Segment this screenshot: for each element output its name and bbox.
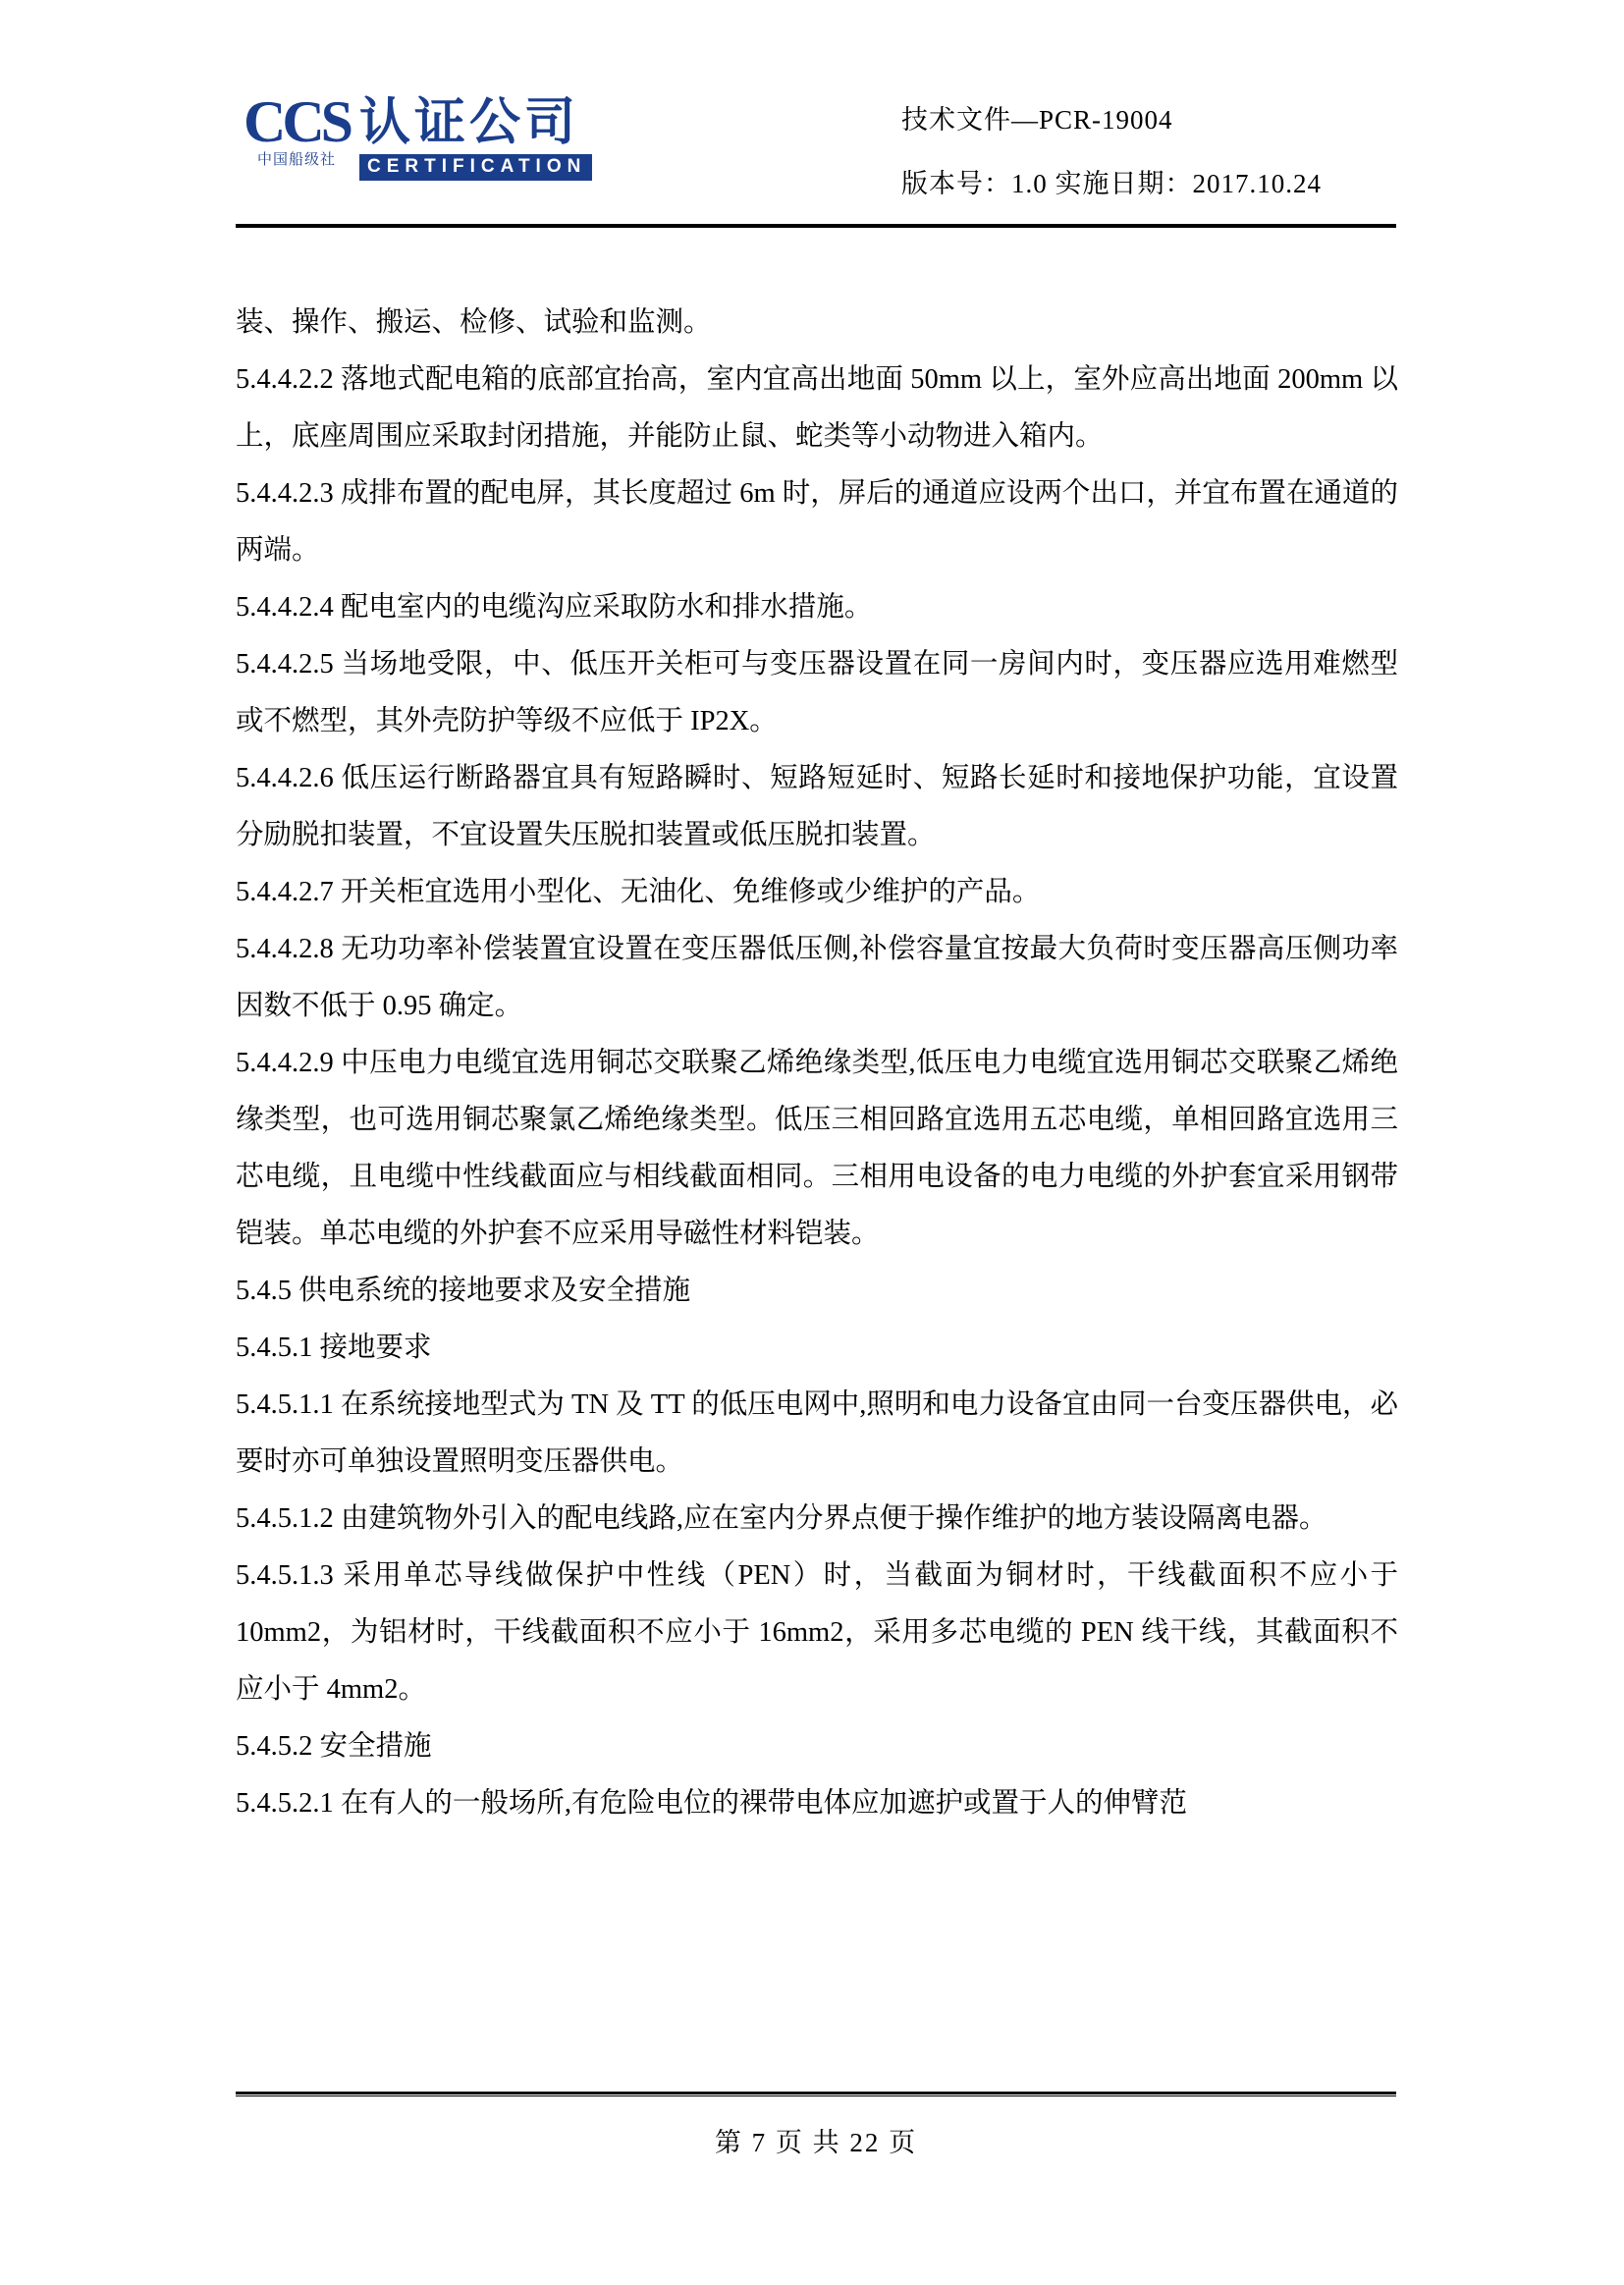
paragraph: 5.4.4.2.3 成排布置的配电屏，其长度超过 6m 时，屏后的通道应设两个出口，并宜布置在通道的两端。 (236, 478, 1398, 566)
header-document-info (901, 86, 1451, 200)
paragraph: 5.4.4.2.9 中压电力电缆宜选用铜芯交联聚乙烯绝缘类型,低压电力电缆宜选用铜芯交联聚乙烯绝缘类型，也可选用铜芯聚氯乙烯绝缘类型。低压三相回路宜选用五芯电缆，单相回路宜选用三芯电缆，且电缆中性线截面应与相线截面相同。三相用电设备的电力电缆的外护套宜采用钢带铠装。单芯电缆的外护套不应采用导磁性材料铠装。 (236, 1048, 1398, 1249)
paragraph: 5.4.4.2.6 低压运行断路器宜具有短路瞬时、短路短延时、短路长延时和接地保护功能，宜设置分励脱扣装置，不宜设置失压脱扣装置或低压脱扣装置。 (236, 763, 1398, 850)
ccs-logo-company-name: 认证公司 (359, 94, 580, 151)
section-heading: 5.4.5.1 接地要求 (236, 1333, 432, 1363)
paragraph: 5.4.5.1.2 由建筑物外引入的配电线路,应在室内分界点便于操作维护的地方装设隔离电器。 (236, 1503, 1327, 1534)
ccs-logo-letters: CCS (244, 89, 351, 154)
header-document-number: 技术文件—PCR-19004 (901, 105, 1173, 135)
header-divider (236, 224, 1396, 228)
paragraph: 5.4.5.1.3 采用单芯导线做保护中性线（PEN）时，当截面为铜材时，干线截面积不应小于 10mm2，为铝材时，干线截面积不应小于 16mm2，采用多芯电缆的 PEN 线干线，其截面积不应小于 4mm2。 (236, 1560, 1398, 1705)
document-body (236, 295, 1398, 1832)
paragraph: 5.4.4.2.5 当场地受限，中、低压开关柜可与变压器设置在同一房间内时，变压器应选用难燃型或不燃型，其外壳防护等级不应低于 IP2X。 (236, 649, 1398, 736)
section-heading: 5.4.5.2 安全措施 (236, 1731, 432, 1762)
paragraph: 装、操作、搬运、检修、试验和监测。 (236, 307, 712, 338)
ccs-logo-chinese-subtitle: 中国船级社 (257, 152, 337, 168)
page-header (244, 86, 1451, 198)
paragraph: 5.4.4.2.4 配电室内的电缆沟应采取防水和排水措施。 (236, 592, 873, 623)
ccs-logo-wordmark (359, 92, 592, 181)
section-heading: 5.4.5 供电系统的接地要求及安全措施 (236, 1276, 691, 1306)
paragraph: 5.4.4.2.7 开关柜宜选用小型化、无油化、免维修或少维护的产品。 (236, 877, 1041, 907)
page-footer: 第 7 页 共 22 页 (714, 2128, 918, 2157)
ccs-logo (244, 86, 592, 181)
paragraph: 5.4.4.2.8 无功功率补偿装置宜设置在变压器低压侧,补偿容量宜按最大负荷时变压器高压侧功率因数不低于 0.95 确定。 (236, 934, 1398, 1021)
header-version-date: 版本号：1.0 实施日期：2017.10.24 (901, 169, 1322, 198)
ccs-logo-certification-bar: CERTIFICATION (359, 154, 592, 181)
ccs-logo-mark (244, 89, 351, 168)
paragraph: 5.4.5.1.1 在系统接地型式为 TN 及 TT 的低压电网中,照明和电力设备宜由同一台变压器供电，必要时亦可单独设置照明变压器供电。 (236, 1389, 1398, 1477)
paragraph: 5.4.5.2.1 在有人的一般场所,有危险电位的裸带电体应加遮护或置于人的伸臂范 (236, 1788, 1188, 1819)
footer-divider (236, 2092, 1396, 2096)
paragraph: 5.4.4.2.2 落地式配电箱的底部宜抬高，室内宜高出地面 50mm 以上，室外应高出地面 200mm 以上，底座周围应采取封闭措施，并能防止鼠、蛇类等小动物进入箱内。 (236, 364, 1398, 452)
